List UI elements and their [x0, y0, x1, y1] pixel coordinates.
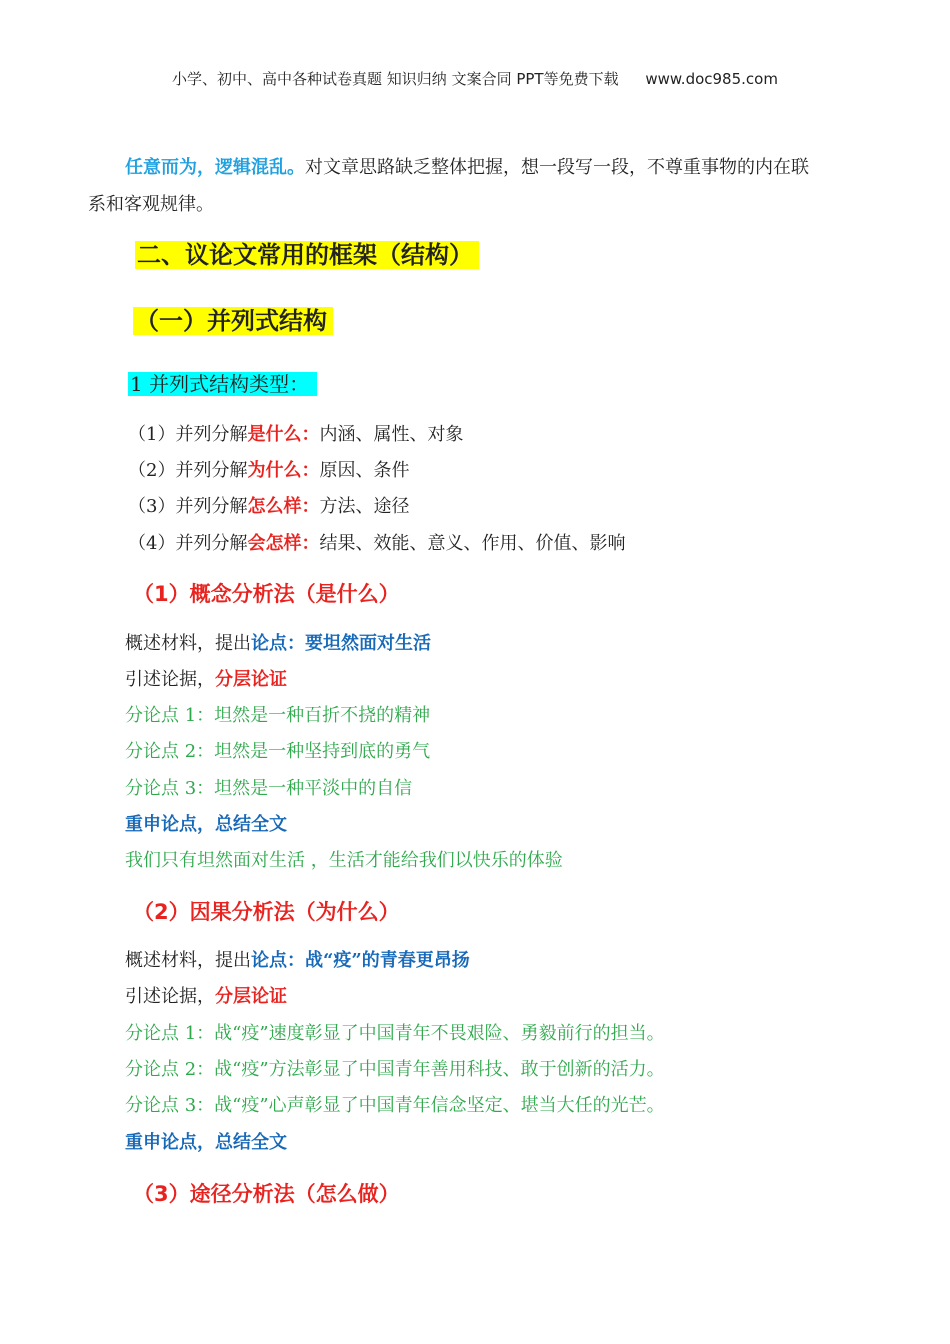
type-prefix: （3）并列分解: [128, 496, 248, 517]
method1-line1: [125, 632, 431, 656]
type-item-1: [128, 423, 463, 447]
type-item-3: [128, 495, 409, 519]
method2-conclusion-text: 重申论点，总结全文: [125, 1132, 287, 1153]
method2-line1-prefix: 概述材料，提出: [125, 950, 251, 971]
intro-paragraph-line2: [88, 193, 214, 217]
method1-line2: [125, 668, 287, 692]
method2-line1: [125, 949, 470, 973]
type-item-4: [128, 532, 625, 556]
method2-conclusion: [125, 1131, 287, 1155]
type-prefix: （2）并列分解: [128, 460, 248, 481]
type-rest: 方法、途径: [319, 496, 410, 517]
type-key: 怎么样：: [247, 496, 320, 517]
method1-layered-argument: 分层论证: [215, 669, 287, 690]
subsection-title: [133, 304, 333, 338]
type-rest: 内涵、属性、对象: [319, 424, 464, 445]
type-key: 会怎样：: [247, 533, 320, 554]
method2-point-1: 分论点 1：战“疫”速度彰显了中国青年不畏艰险、勇毅前行的担当。: [125, 1023, 665, 1044]
method1-point-3: 分论点 3：坦然是一种平淡中的自信: [125, 778, 413, 799]
method2-point-2: 分论点 2：战“疫”方法彰显了中国青年善用科技、敢于创新的活力。: [125, 1059, 665, 1080]
type-key: 是什么：: [247, 424, 320, 445]
type-rest: 结果、效能、意义、作用、价值、影响: [319, 533, 626, 554]
type-rest: 原因、条件: [319, 460, 410, 481]
subsection-title-text: （一）并列式结构: [133, 307, 333, 335]
page-header: [0, 68, 950, 89]
type-key: 为什么：: [247, 460, 320, 481]
method1-point-1: 分论点 1：坦然是一种百折不挠的精神: [125, 705, 431, 726]
method3-title-text: （3）途径分析法（怎么做）: [133, 1182, 400, 1206]
types-title-text: 1 并列式结构类型：: [128, 372, 317, 396]
method1-conclusion: [125, 813, 287, 837]
section-title-text: 二、议论文常用的框架（结构）: [135, 241, 479, 269]
header-text: 小学、初中、高中各种试卷真题 知识归纳 文案合同 PPT等免费下载: [172, 70, 619, 88]
method2-thesis: 论点：战“疫”的青春更昂扬: [251, 950, 470, 971]
method1-line1-prefix: 概述材料，提出: [125, 633, 251, 654]
method1-thesis: 论点：要坦然面对生活: [251, 633, 431, 654]
method2-point-3: 分论点 3：战“疫”心声彰显了中国青年信念坚定、堪当大任的光芒。: [125, 1095, 665, 1116]
header-url: www.doc985.com: [645, 70, 778, 88]
method1-summary: 我们只有坦然面对生活 ，生活才能给我们以快乐的体验: [125, 850, 563, 871]
method1-line2-prefix: 引述论据，: [125, 669, 215, 690]
method2-title-text: （2）因果分析法（为什么）: [133, 900, 400, 924]
intro-paragraph-line1: [125, 156, 809, 180]
type-prefix: （1）并列分解: [128, 424, 248, 445]
type-prefix: （4）并列分解: [128, 533, 248, 554]
types-title: [128, 370, 317, 398]
method1-title: [133, 580, 400, 608]
method2-layered-argument: 分层论证: [215, 986, 287, 1007]
section-title: [135, 238, 479, 272]
intro-text-line1: 对文章思路缺乏整体把握，想一段写一段，不尊重事物的内在联: [305, 157, 809, 178]
method1-conclusion-text: 重申论点，总结全文: [125, 814, 287, 835]
method2-line2-prefix: 引述论据，: [125, 986, 215, 1007]
intro-text-line2: 系和客观规律。: [88, 194, 214, 215]
intro-emphasis: 任意而为，逻辑混乱。: [125, 157, 305, 178]
method1-point-2: 分论点 2：坦然是一种坚持到底的勇气: [125, 741, 431, 762]
method1-title-text: （1）概念分析法（是什么）: [133, 582, 400, 606]
type-item-2: [128, 459, 409, 483]
method2-title: [133, 898, 400, 926]
method3-title: [133, 1180, 400, 1208]
method2-line2: [125, 985, 287, 1009]
